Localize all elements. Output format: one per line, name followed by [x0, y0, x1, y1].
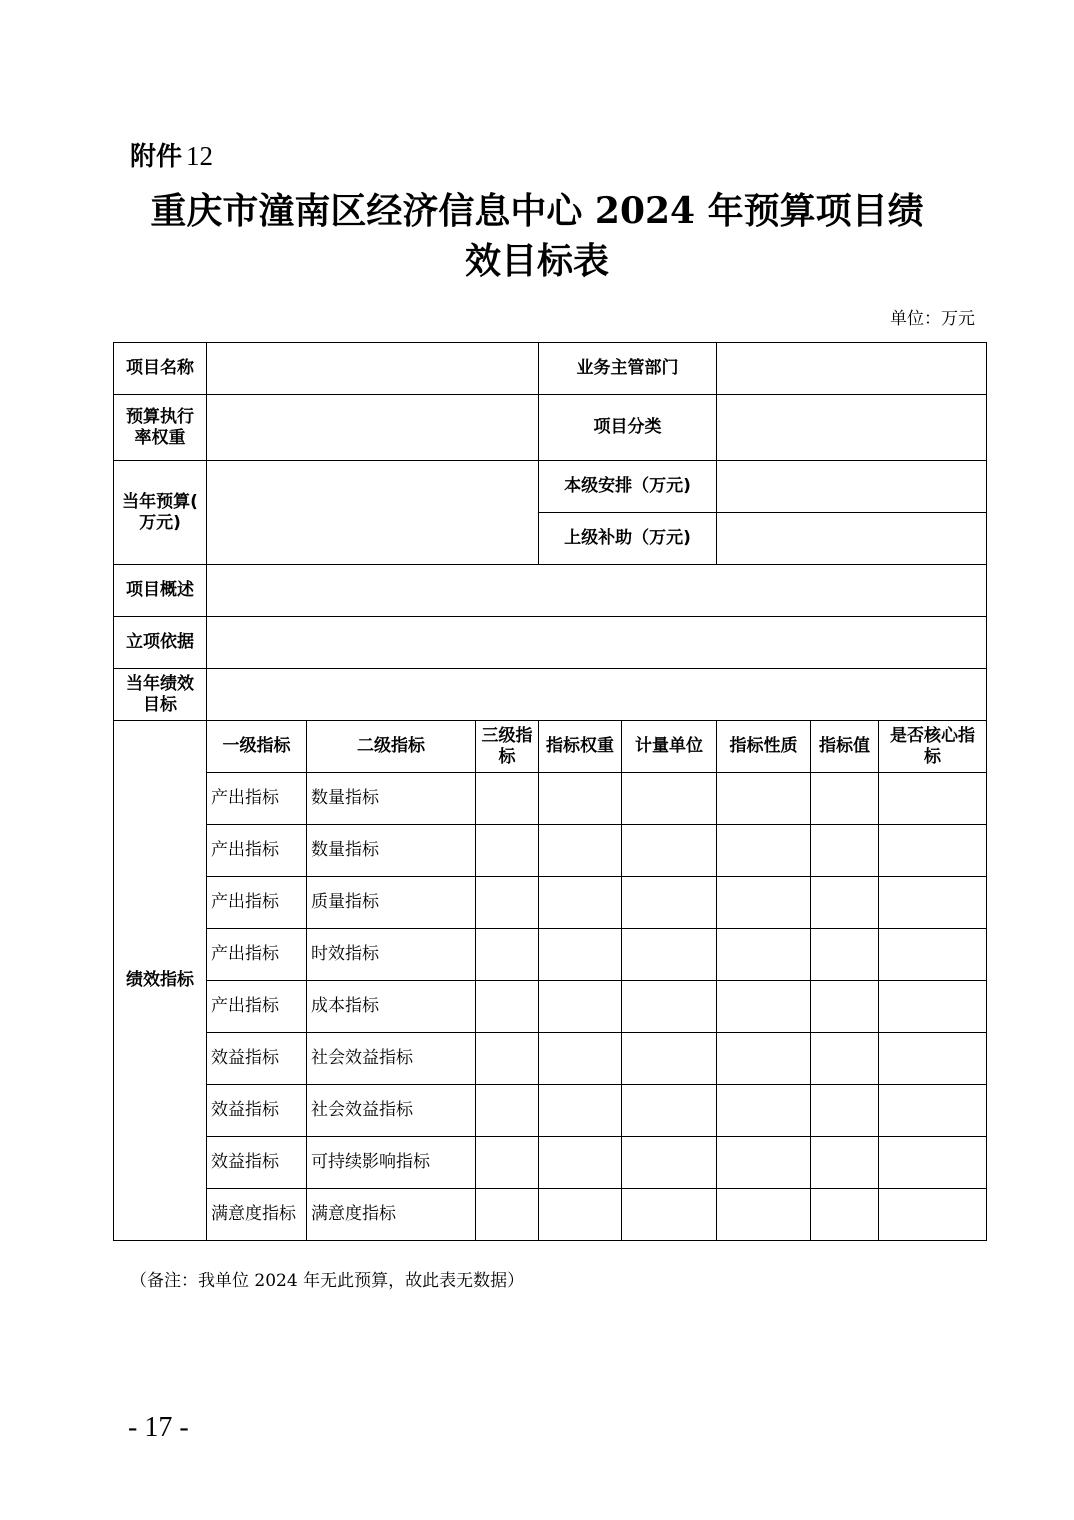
- row-level2: 质量指标: [307, 877, 476, 929]
- overview-label: 项目概述: [114, 565, 207, 617]
- empty-cell: [476, 825, 539, 877]
- empty-cell: [879, 773, 987, 825]
- empty-cell: [622, 773, 717, 825]
- unit-label: 单位：万元: [890, 309, 975, 329]
- empty-cell: [717, 1189, 811, 1241]
- empty-cell: [476, 773, 539, 825]
- row-level2: 时效指标: [307, 929, 476, 981]
- upper-subsidy-label: 上级补助（万元): [539, 513, 717, 565]
- row-level2: 满意度指标: [307, 1189, 476, 1241]
- overview-value: [207, 565, 987, 617]
- empty-cell: [476, 981, 539, 1033]
- performance-table: [113, 342, 987, 1241]
- own-funding-label: 本级安排（万元): [539, 461, 717, 513]
- empty-cell: [539, 1189, 622, 1241]
- project-name-value: [207, 343, 539, 395]
- empty-cell: [717, 825, 811, 877]
- empty-cell: [622, 825, 717, 877]
- basis-label: 立项依据: [114, 617, 207, 669]
- table-row: [114, 1137, 987, 1189]
- row-level1: 效益指标: [207, 1033, 307, 1085]
- row-level1: 产出指标: [207, 877, 307, 929]
- project-name-label: 项目名称: [114, 343, 207, 395]
- indicators-label: 绩效指标: [114, 721, 207, 1241]
- empty-cell: [717, 1085, 811, 1137]
- row-level2: 成本指标: [307, 981, 476, 1033]
- empty-cell: [717, 877, 811, 929]
- row-level1: 产出指标: [207, 981, 307, 1033]
- empty-cell: [811, 929, 879, 981]
- empty-cell: [811, 1189, 879, 1241]
- empty-cell: [717, 929, 811, 981]
- row-level2: 数量指标: [307, 825, 476, 877]
- empty-cell: [539, 1085, 622, 1137]
- empty-cell: [622, 981, 717, 1033]
- table-row: [114, 929, 987, 981]
- table-row: [114, 877, 987, 929]
- empty-cell: [717, 1137, 811, 1189]
- empty-cell: [811, 981, 879, 1033]
- exec-weight-label: 预算执行率权重: [114, 395, 207, 461]
- empty-cell: [811, 1085, 879, 1137]
- empty-cell: [622, 1137, 717, 1189]
- row-level1: 产出指标: [207, 825, 307, 877]
- table-row: [114, 981, 987, 1033]
- empty-cell: [717, 1033, 811, 1085]
- goal-value: [207, 669, 987, 721]
- empty-cell: [622, 1085, 717, 1137]
- row-level1: 产出指标: [207, 773, 307, 825]
- empty-cell: [539, 929, 622, 981]
- empty-cell: [879, 1085, 987, 1137]
- row-level1: 产出指标: [207, 929, 307, 981]
- empty-cell: [879, 825, 987, 877]
- empty-cell: [476, 877, 539, 929]
- header-level1: 一级指标: [207, 721, 307, 773]
- table-row: [114, 1085, 987, 1137]
- empty-cell: [717, 981, 811, 1033]
- dept-label: 业务主管部门: [539, 343, 717, 395]
- empty-cell: [879, 877, 987, 929]
- empty-cell: [879, 929, 987, 981]
- empty-cell: [811, 773, 879, 825]
- empty-cell: [622, 929, 717, 981]
- own-funding-value: [717, 461, 987, 513]
- header-core: 是否核心指标: [879, 721, 987, 773]
- header-value: 指标值: [811, 721, 879, 773]
- attachment-number: 12: [186, 141, 214, 171]
- goal-label: 当年绩效目标: [114, 669, 207, 721]
- empty-cell: [879, 1137, 987, 1189]
- empty-cell: [811, 877, 879, 929]
- attachment-label: 附件 12: [130, 141, 214, 172]
- empty-cell: [539, 1137, 622, 1189]
- row-level1: 满意度指标: [207, 1189, 307, 1241]
- page-title-line1: 重庆市潼南区经济信息中心 2024 年预算项目绩: [150, 190, 924, 232]
- empty-cell: [539, 773, 622, 825]
- table-row: [114, 825, 987, 877]
- empty-cell: [811, 1137, 879, 1189]
- table-row: [114, 1033, 987, 1085]
- header-nature: 指标性质: [717, 721, 811, 773]
- empty-cell: [476, 1033, 539, 1085]
- empty-cell: [539, 825, 622, 877]
- page-number: - 17 -: [128, 1412, 189, 1443]
- upper-subsidy-value: [717, 513, 987, 565]
- empty-cell: [622, 1189, 717, 1241]
- table-row: [114, 1189, 987, 1241]
- header-level3: 三级指标: [476, 721, 539, 773]
- row-level1: 效益指标: [207, 1085, 307, 1137]
- dept-value: [717, 343, 987, 395]
- empty-cell: [879, 981, 987, 1033]
- empty-cell: [539, 1033, 622, 1085]
- page-title-line2: 效目标表: [464, 240, 609, 282]
- row-level2: 可持续影响指标: [307, 1137, 476, 1189]
- basis-value: [207, 617, 987, 669]
- row-level2: 社会效益指标: [307, 1033, 476, 1085]
- budget-value: [207, 461, 539, 565]
- empty-cell: [476, 929, 539, 981]
- row-level1: 效益指标: [207, 1137, 307, 1189]
- table-row: [114, 773, 987, 825]
- empty-cell: [879, 1189, 987, 1241]
- empty-cell: [811, 825, 879, 877]
- category-value: [717, 395, 987, 461]
- empty-cell: [539, 877, 622, 929]
- empty-cell: [717, 773, 811, 825]
- footnote: （备注：我单位 2024 年无此预算，故此表无数据）: [130, 1271, 525, 1291]
- empty-cell: [539, 981, 622, 1033]
- empty-cell: [476, 1137, 539, 1189]
- empty-cell: [811, 1033, 879, 1085]
- header-unit: 计量单位: [622, 721, 717, 773]
- row-level2: 数量指标: [307, 773, 476, 825]
- header-weight: 指标权重: [539, 721, 622, 773]
- empty-cell: [879, 1033, 987, 1085]
- budget-label: 当年预算( 万元): [114, 461, 207, 565]
- exec-weight-value: [207, 395, 539, 461]
- empty-cell: [476, 1085, 539, 1137]
- row-level2: 社会效益指标: [307, 1085, 476, 1137]
- empty-cell: [622, 1033, 717, 1085]
- empty-cell: [622, 877, 717, 929]
- header-level2: 二级指标: [307, 721, 476, 773]
- category-label: 项目分类: [539, 395, 717, 461]
- empty-cell: [476, 1189, 539, 1241]
